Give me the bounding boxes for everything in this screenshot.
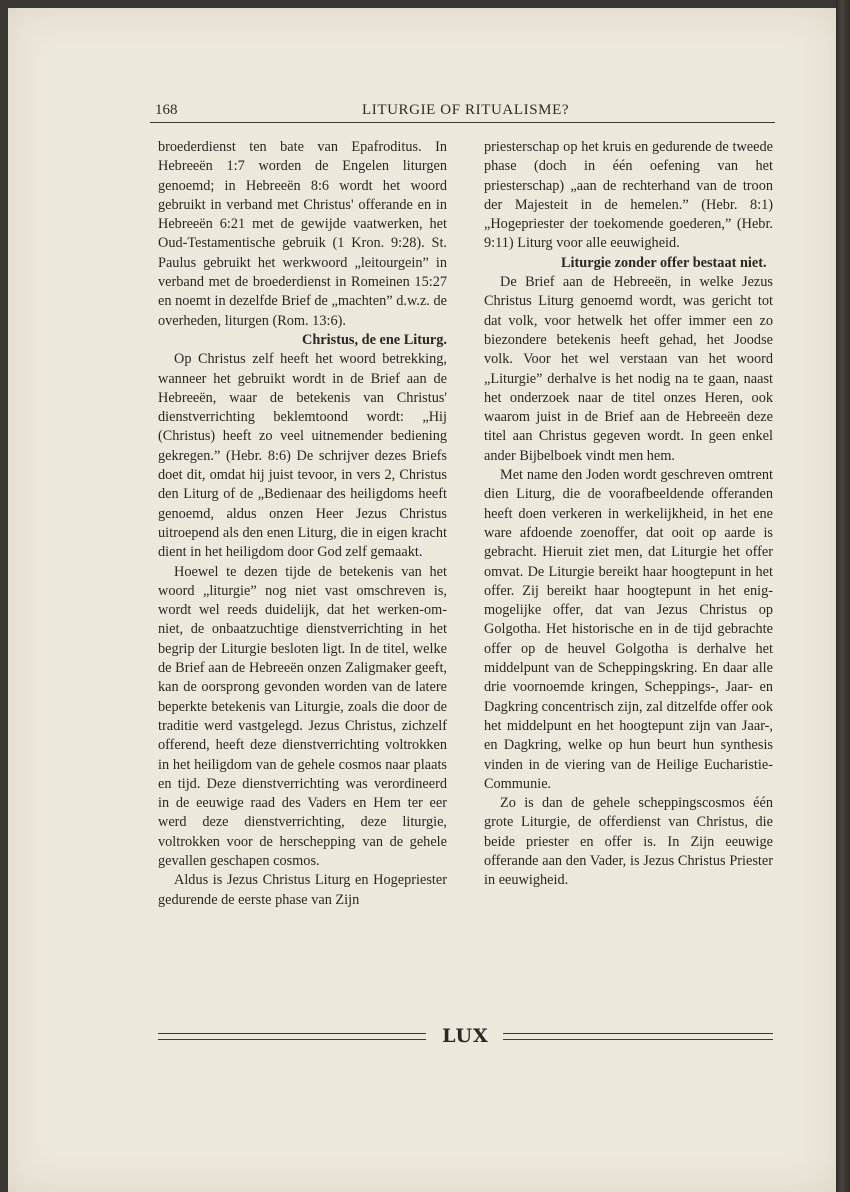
section-heading: Christus, de ene Liturg.: [302, 331, 447, 348]
running-title: LITURGIE OF RITUALISME?: [362, 102, 570, 118]
paragraph: Hoewel te dezen tijde de betekenis van het woord „liturgie” nog niet vast omschreven is, wordt wel reeds duidelijk, dat het werken-om-niet, de onbaatzuchtige dienstverrichting in het begrip der Liturgie besloten ligt. In de titel, welke de Brief aan de Hebreeën onzen Zaligmaker geeft, kan de oorsprong gevonden worden van de latere beperkte betekenis van Liturgie, zoals die door de traditie werd vastgelegd. Jezus Christus, zichzelf offerend, heeft deze dienstverrichting voltrokken in het heiligdom van de gehele cosmos naar plaats en tijd. Deze dienstverrichting was verordineerd in de eeuwige raad des Vaders en Hem ter eer werd deze dienstverrichting, deze liturgie, voltrokken voor de herschepping van de gehele gevallen geschapen cosmos.: [158, 563, 447, 869]
paragraph: De Brief aan de Hebreeën, in welke Jezus Christus Liturg genoemd wordt, was gericht tot dat volk, voor hetwelk het offer immer een zo biezondere betekenis heeft gehad, het Joodse volk. Voor het wel verstaan van het woord „Liturgie” derhalve is het nodig na te gaan, naast het onderzoek naar de titel onzes Heren, ook waarom juist in de Brief aan de Hebreeën deze titel aan Christus gegeven wordt. In geen enkel ander Bijbelboek vindt men hem.: [484, 274, 773, 464]
paragraph: broederdienst ten bate van Epafroditus. In Hebreeën 1:7 worden de Engelen liturgen genoemd; in Hebreeën 8:6 wordt het woord gebruikt in verband met Christus' offerande en in Hebreeën 6:21 met de gewijde vaatwerken, het Oud-Testamentische gebruik (1 Kron. 9:28). St. Paulus gebruikt het werkwoord „leitourgein” in verband met de broederdienst in Romeinen 15:27 en noemt in dezelfde Brief de „machten” d.w.z. de overheden, liturgen (Rom. 13:6).: [158, 139, 447, 329]
page-number: 168: [155, 102, 178, 118]
lux-logo: LUX: [442, 1025, 489, 1047]
paragraph: priesterschap op het kruis en gedurende de tweede phase (doch in één oefening van het priesterschap) „aan de rechterhand van de troon der Majesteit in de hemelen.” (Hebr. 8:1) „Hogepriester der toekomende goederen,” (Hebr. 9:11) Liturg voor alle eeuwigheid.: [484, 139, 773, 252]
left-column: [158, 138, 447, 910]
page-footer: [158, 1026, 773, 1046]
paragraph: Op Christus zelf heeft het woord betrekking, wanneer het gebruikt wordt in de Brief aan de Hebreeën, waar de betekenis van Christus' dienstverrichting beklemtoond wordt: „Hij (Christus) heeft zo veel uitnemender bediening gekregen.” (Hebr. 8:6) De schrijver dezes Briefs doet dit, omdat hij juist tevoor, in vers 2, Christus den Liturg of de „Bedienaar des heiligdoms heeft genoemd, aldus onzen Heer Jezus Christus uitroepend als den enen Liturg, die in eigen kracht dient in het heiligdom door God zelf gemaakt.: [158, 351, 447, 561]
footer-rule-right: [503, 1033, 773, 1040]
paragraph: Met name den Joden wordt geschreven omtrent dien Liturg, die de voorafbeeldende offeranden heeft doen verkeren in werkelijkheid, in het ene ware afdoende zoenoffer, dat ooit op aarde is gebracht. Hieruit ziet men, dat Liturgie het offer omvat. De Liturgie bereikt haar hoogtepunt in het offer. Zij bereikt haar hoogtepunt in het enig-mogelijke offer, dat van Jezus Christus op Golgotha. Het historische en in de tijd gebrachte offer op de heuvel Golgotha is derhalve het middelpunt van de Scheppingskring. En daar alle drie voornoemde kringen, Scheppings-, Jaar- en Dagkring concentrisch zijn, zal ditzelfde offer ook het middelpunt en het hoogtepunt zijn van Jaar-, en Dagkring, welke op hun beurt hun synthesis vinden in de viering van de Heilige Eucharistie-Communie.: [484, 467, 773, 792]
section-heading: Liturgie zonder offer bestaat niet.: [561, 254, 767, 271]
paragraph: Zo is dan de gehele scheppingscosmos één grote Liturgie, de offerdienst van Christus, die beide priester en offer is. In Zijn eeuwige offerande aan den Vader, is Jezus Christus Priester in eeuwigheid.: [484, 795, 773, 889]
page-header: [150, 96, 775, 122]
paragraph: Aldus is Jezus Christus Liturg en Hogepriester gedurende de eerste phase van Zijn: [158, 872, 447, 908]
right-column: [484, 138, 773, 891]
header-rule: [150, 122, 775, 123]
footer-rule-left: [158, 1033, 426, 1040]
book-edge: [836, 0, 850, 1192]
